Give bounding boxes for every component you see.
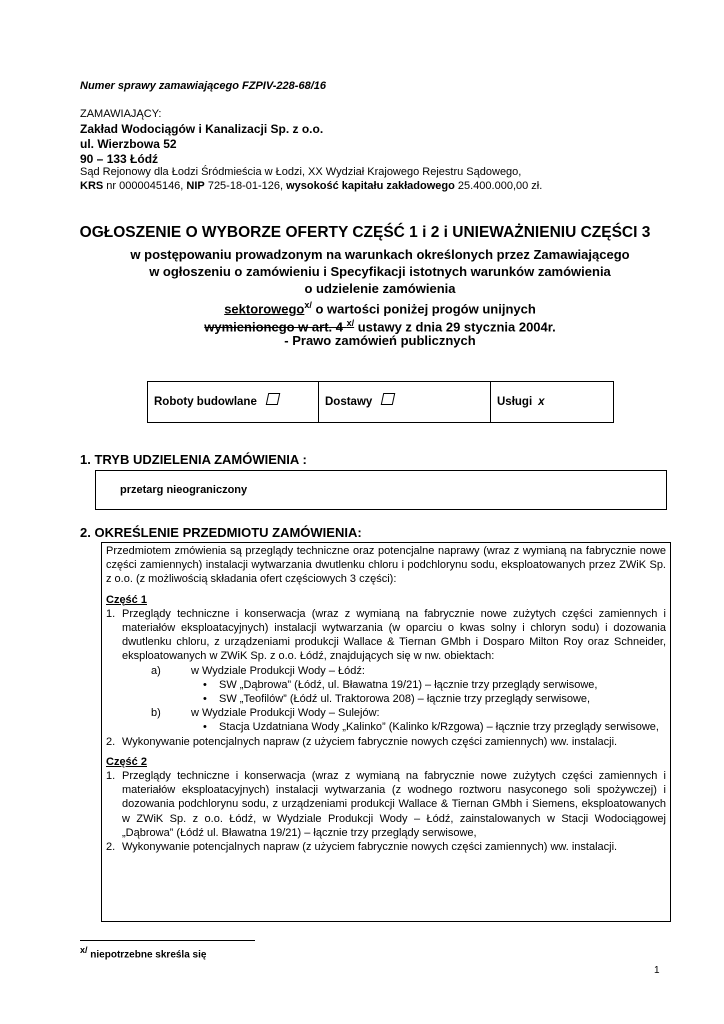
item-number: 2. <box>106 735 116 748</box>
nip-value: 725-18-01-126, <box>204 180 287 192</box>
supplies-label: Dostawy <box>325 396 373 408</box>
bullet-icon: • <box>203 693 207 706</box>
section-1-heading: 1. TRYB UDZIELENIA ZAMÓWIENIA : <box>80 452 307 467</box>
bullet-icon: • <box>203 678 207 691</box>
footnote-ref: x/ <box>346 318 355 328</box>
services-label: Usługi <box>497 396 533 408</box>
sub-item-text: w Wydziale Produkcji Wody – Sulejów: <box>191 707 380 720</box>
threshold-text: o wartości poniżej progów unijnych <box>311 301 536 317</box>
company-street: ul. Wierzbowa 52 <box>80 137 177 151</box>
part-2-label: Część 2 <box>106 755 147 768</box>
sub-item-letter: a) <box>151 664 161 677</box>
footnote-marker: x/ <box>80 945 88 955</box>
item-text: Wykonywanie potencjalnych napraw (z użyciem fabrycznie nowych części zamiennych) ww. instalacji. <box>122 735 618 748</box>
capital-label: wysokość kapitału zakładowego <box>286 180 455 192</box>
item-text: Przeglądy techniczne i konserwacja (wraz z wymianą na fabrycznie nowe zużytych części zamiennych i materiałów eksploatacyjnych) instalacji wytwarzania (w oparciu o kwas solny i chloryn sodu) i dozowania dwutlenku chloru, z urządzeniami produkcji Wallace & Tiernan GMbh i Dosparo Milton Roy oraz Schneider, eksploatowanych w ZWiK Sp. z o.o. Łódź, znajdujących się w nw. obiektach: <box>122 607 666 663</box>
item-number: 1. <box>106 770 116 783</box>
sectoral-word: sektorowego <box>224 301 305 317</box>
case-number: Numer sprawy zamawiającego FZPIV-228-68/16 <box>80 80 326 92</box>
works-label: Roboty budowlane <box>154 396 257 408</box>
procedure-mode: przetarg nieograniczony <box>120 484 248 496</box>
footnote-divider <box>80 940 255 941</box>
order-type-box <box>147 381 614 423</box>
company-name: Zakład Wodociągów i Kanalizacji Sp. z o.o. <box>80 122 324 136</box>
works-option <box>148 382 318 422</box>
act-date-text: ustawy z dnia 29 stycznia 2004r. <box>354 319 556 335</box>
works-checkbox <box>266 393 281 405</box>
sub-item-a <box>151 664 666 678</box>
capital-value: 25.400.000,00 zł. <box>454 180 543 192</box>
footnote-text: niepotrzebne skreśla się <box>87 949 207 961</box>
company-city: 90 – 133 Łódź <box>80 152 159 166</box>
announcement-title: OGŁOSZENIE O WYBORZE OFERTY CZĘŚĆ 1 i 2 i UNIEWAŻNIENIU CZĘŚCI 3 <box>79 224 651 241</box>
bullet-item <box>203 692 666 706</box>
list-item <box>106 735 666 749</box>
footnote <box>80 945 206 960</box>
order-subject-box <box>101 542 671 922</box>
page-number: 1 <box>654 965 660 976</box>
struck-text: wymienionego w art. 4 <box>204 319 347 335</box>
procedure-mode-box <box>95 470 667 510</box>
subtitle-line-2: w ogłoszeniu o zamówieniu i Specyfikacji istotnych warunków zamówienia <box>149 264 611 279</box>
subtitle-line-6: - Prawo zamówień publicznych <box>284 333 476 348</box>
court-registration: Sąd Rejonowy dla Łodzi Śródmieścia w Łodzi, XX Wydział Krajowego Rejestru Sądowego, <box>80 166 522 178</box>
ordering-party-label: ZAMAWIAJĄCY: <box>80 108 162 120</box>
sub-item-text: w Wydziale Produkcji Wody – Łódź: <box>191 664 365 677</box>
registration-numbers <box>80 180 542 192</box>
bullet-text: SW „Teofilów” (Łódź ul. Traktorowa 208) – łącznie trzy przeglądy serwisowe, <box>219 693 591 706</box>
section-2-heading: 2. OKREŚLENIE PRZEDMIOTU ZAMÓWIENIA: <box>80 525 362 540</box>
bullet-text: SW „Dąbrowa” (Łódź, ul. Bławatna 19/21) – łącznie trzy przeglądy serwisowe, <box>219 678 598 691</box>
subtitle-line-3: o udzielenie zamówienia <box>304 281 456 296</box>
services-option <box>490 382 613 422</box>
supplies-checkbox <box>381 393 396 405</box>
sub-item-letter: b) <box>151 707 161 720</box>
krs-value: nr 0000045146, <box>103 180 187 192</box>
subtitle-line-1: w postępowaniu prowadzonym na warunkach określonych przez Zamawiającego <box>130 247 630 262</box>
item-text: Przeglądy techniczne i konserwacja (wraz z wymianą na fabrycznie nowe zużytych części zamiennych i materiałów eksploatacyjnych) instalacji wytwarzania (z wodnego roztworu nasyconego soli spożywczej) i dozowania podchlorynu sodu, z urządzeniami produkcji Wallace & Tiernan GMbh i Siemens, eksploatowanych w ZWiK Sp. z o.o. Łódź, w Wydziale Produkcji Wody – Łódź, zainstalowanych w Stacji Wodociągowej „Dąbrowa” (Łódź ul. Bławatna 19/21) – łącznie trzy przeglądy serwisowe, <box>122 770 666 839</box>
item-number: 1. <box>106 607 116 620</box>
bullet-item <box>203 678 666 692</box>
nip-label: NIP <box>186 180 205 192</box>
krs-label: KRS <box>80 180 104 192</box>
supplies-option <box>318 382 490 422</box>
footnote-ref: x/ <box>304 300 312 310</box>
item-number: 2. <box>106 841 116 854</box>
part-1-label: Część 1 <box>106 593 147 606</box>
list-item <box>106 840 666 854</box>
bullet-item <box>203 720 666 734</box>
services-mark: x <box>538 396 545 408</box>
list-item <box>106 769 666 840</box>
sub-item-b <box>151 706 666 720</box>
bullet-text: Stacja Uzdatniana Wody „Kalinko” (Kalinko k/Rzgowa) – łącznie trzy przeglądy serwisowe, <box>219 721 659 734</box>
list-item <box>106 607 666 664</box>
subject-intro: Przedmiotem zmówienia są przeglądy techniczne oraz potencjalne naprawy (wraz z wymianą na fabrycznie nowe części zamiennych) instalacji wytwarzania dwutlenku chloru i podchlorynu sodu, eksploatowanych przez ZWiK Sp. z o.o. (z możliwością składania ofert częściowych 3 części): <box>106 545 666 586</box>
bullet-icon: • <box>203 721 207 734</box>
item-text: Wykonywanie potencjalnych napraw (z użyciem fabrycznie nowych części zamiennych) ww. instalacji. <box>122 841 618 854</box>
